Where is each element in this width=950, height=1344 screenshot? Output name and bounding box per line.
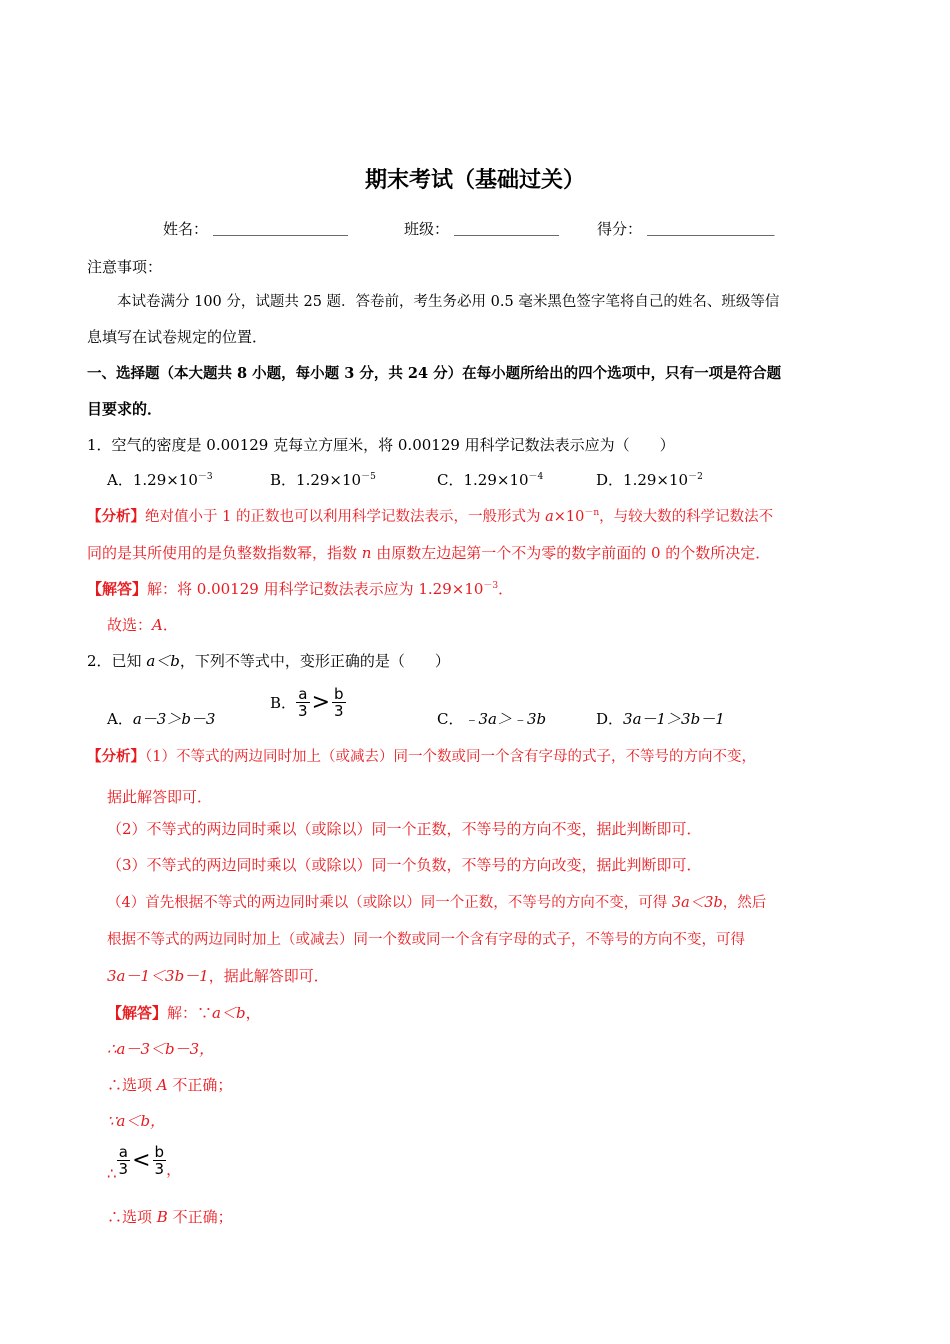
- question-2-analysis-line-1b: 据此解答即可．: [107, 788, 213, 806]
- option-label: D．: [596, 710, 624, 728]
- fraction: [117, 1144, 131, 1177]
- analysis-expression: 3a＜3b: [671, 895, 723, 911]
- option-value: 1.29×10: [623, 471, 689, 489]
- fraction: [153, 1144, 167, 1177]
- question-1-solution: [87, 578, 513, 599]
- solution-text: ，: [245, 1004, 261, 1022]
- name-field-blank: __________________: [213, 218, 348, 236]
- fraction-denominator: 3: [154, 1160, 165, 1178]
- question-2-analysis-line-6: [107, 965, 329, 986]
- choice-end: ．: [162, 616, 178, 634]
- name-field-label: 姓名：: [163, 220, 209, 238]
- analysis-text: 由原数左边起第一个不为零的数字前面的 0 的个数所决定．: [371, 544, 771, 562]
- option-label: D．: [596, 471, 624, 489]
- solution-exponent: －3: [483, 581, 499, 591]
- solution-tag: 【解答】: [87, 580, 148, 598]
- comparison-sign: <: [132, 1148, 151, 1173]
- option-exponent: －2: [688, 472, 703, 482]
- option-label: B．: [270, 471, 297, 489]
- question-1-option-a: [107, 469, 213, 490]
- page-title: 期末考试（基础过关）: [364, 168, 585, 193]
- option-exponent: －5: [361, 472, 376, 482]
- question-2-analysis-line-5: 根据不等式的两边同时加上（或减去）同一个数或同一个含有字母的式子，不等号的方向不变，可得: [107, 932, 745, 948]
- choice-variable: A: [152, 616, 163, 634]
- question-2-solution-step-5: [107, 1144, 181, 1183]
- fraction-denominator: 3: [298, 702, 308, 720]
- fraction: [296, 686, 310, 719]
- analysis-exponent: －n: [584, 508, 600, 518]
- question-1-analysis-line-1: [87, 505, 773, 526]
- analysis-text: （4）首先根据不等式的两边同时乘以（或除以）同一个正数，不等号的方向不变，可得: [107, 895, 672, 911]
- option-value: 1.29×10: [132, 471, 198, 489]
- class-field-label: 班级：: [404, 220, 450, 238]
- analysis-text: 绝对值小于 1 的正数也可以利用科学记数法表示，一般形式为: [145, 509, 546, 525]
- question-2-option-c: [437, 708, 546, 729]
- option-value: 1.29×10: [296, 471, 362, 489]
- solution-expression: ∴a－3＜b－3，: [107, 1040, 215, 1058]
- solution-text: 解：∵: [167, 1004, 213, 1022]
- option-value: 3a－1＞3b－1: [623, 710, 725, 728]
- stem-variable: a＜b: [146, 652, 180, 670]
- question-1-choice: [107, 614, 178, 635]
- class-field-blank: ______________: [454, 218, 559, 236]
- question-2-option-d: [596, 708, 725, 729]
- question-2-analysis-line-3: （3）不等式的两边同时乘以（或除以）同一个负数，不等号的方向改变，据此判断即可．: [107, 856, 702, 874]
- solution-text: 不正确；: [167, 1076, 233, 1094]
- notice-text-line-1: 本试卷满分 100 分，试题共 25 题．答卷前，考生务必用 0.5 毫米黑色签字笔将自己的姓名、班级等信: [117, 294, 780, 310]
- question-2-solution-step-2: [107, 1038, 214, 1059]
- comparison-sign: >: [311, 690, 331, 715]
- score-field-label: 得分：: [597, 220, 643, 238]
- option-label: A．: [107, 471, 133, 489]
- solution-expression: ∵a＜b，: [107, 1112, 166, 1130]
- question-2-stem: [87, 650, 450, 671]
- fraction-numerator: a: [296, 686, 310, 703]
- question-2-solution-step-6: [107, 1206, 233, 1227]
- notice-heading: 注意事项：: [87, 258, 163, 276]
- question-2-solution-step-4: [107, 1110, 165, 1131]
- solution-text: ∴选项: [107, 1208, 157, 1226]
- option-label: C．: [437, 710, 464, 728]
- step-end: ，: [166, 1160, 182, 1179]
- stem-text: ，下列不等式中，变形正确的是（ ）: [179, 652, 450, 670]
- fraction-numerator: b: [332, 686, 346, 703]
- fraction-numerator: b: [153, 1144, 167, 1161]
- fraction-denominator: 3: [334, 702, 344, 720]
- option-label: B．: [270, 694, 297, 712]
- option-label: A．: [107, 710, 133, 728]
- solution-end: ．: [498, 580, 514, 598]
- fraction: [332, 686, 346, 719]
- section-heading-line-1: 一、选择题（本大题共 8 小题，每小题 3 分，共 24 分）在每小题所给出的四个选项中，只有一项是符合题: [87, 365, 782, 382]
- question-1-analysis-line-2: [87, 542, 770, 563]
- option-value: ﹣3a＞﹣3b: [463, 710, 547, 728]
- therefore-sign: ∴: [107, 1164, 117, 1183]
- analysis-variable: a: [545, 509, 554, 525]
- option-exponent: －3: [197, 472, 213, 482]
- question-2-solution-line-1: [107, 1002, 261, 1023]
- question-1-option-b: [270, 469, 376, 490]
- analysis-tag: 【分析】: [87, 748, 145, 765]
- option-value: a－3＞b－3: [132, 710, 216, 728]
- notice-text-line-2: 息填写在试卷规定的位置．: [87, 328, 268, 346]
- solution-variable: A: [156, 1076, 168, 1094]
- fraction-denominator: 3: [118, 1160, 129, 1178]
- solution-expression: a＜b: [212, 1004, 246, 1022]
- analysis-variable: n: [361, 544, 372, 562]
- solution-text: 解：将 0.00129 用科学记数法表示应为 1.29×10: [147, 580, 484, 598]
- analysis-text: ，与较大数的科学记数法不: [599, 509, 774, 525]
- question-1-option-c: [437, 469, 543, 490]
- fraction-numerator: a: [117, 1144, 131, 1161]
- analysis-text: 同的是其所使用的是负整数指数幂，指数: [87, 544, 362, 562]
- section-heading-line-2: 目要求的．: [87, 400, 163, 418]
- score-field-blank: _________________: [647, 218, 775, 236]
- question-2-option-b: [270, 686, 346, 719]
- analysis-text: ，据此解答即可．: [208, 967, 329, 985]
- question-2-option-a: [107, 708, 215, 729]
- solution-text: ∴选项: [107, 1076, 157, 1094]
- option-value: 1.29×10: [463, 471, 529, 489]
- solution-tag: 【解答】: [107, 1004, 168, 1022]
- option-label: C．: [437, 471, 464, 489]
- question-2-analysis-line-2: （2）不等式的两边同时乘以（或除以）同一个正数，不等号的方向不变，据此判断即可．: [107, 820, 702, 838]
- question-2-solution-step-3: [107, 1074, 232, 1095]
- question-1-stem: 1．空气的密度是 0.00129 克每立方厘米，将 0.00129 用科学记数法表示应为（ ）: [87, 436, 675, 454]
- analysis-expression: 3a－1＜3b－1: [107, 967, 209, 985]
- choice-text: 故选：: [107, 616, 153, 634]
- solution-variable: B: [156, 1208, 168, 1226]
- question-2-analysis-line-4: [107, 891, 766, 912]
- question-2-analysis-line-1: [87, 745, 756, 766]
- solution-text: 不正确；: [167, 1208, 233, 1226]
- analysis-text: ×10: [553, 509, 585, 525]
- question-1-option-d: [596, 469, 703, 490]
- option-exponent: －4: [528, 472, 544, 482]
- analysis-tag: 【分析】: [87, 508, 145, 525]
- stem-text: 2．已知: [87, 652, 147, 670]
- analysis-text: ，然后: [722, 895, 767, 911]
- analysis-text: （1）不等式的两边同时加上（或减去）同一个数或同一个含有字母的式子，不等号的方向不变，: [145, 749, 756, 765]
